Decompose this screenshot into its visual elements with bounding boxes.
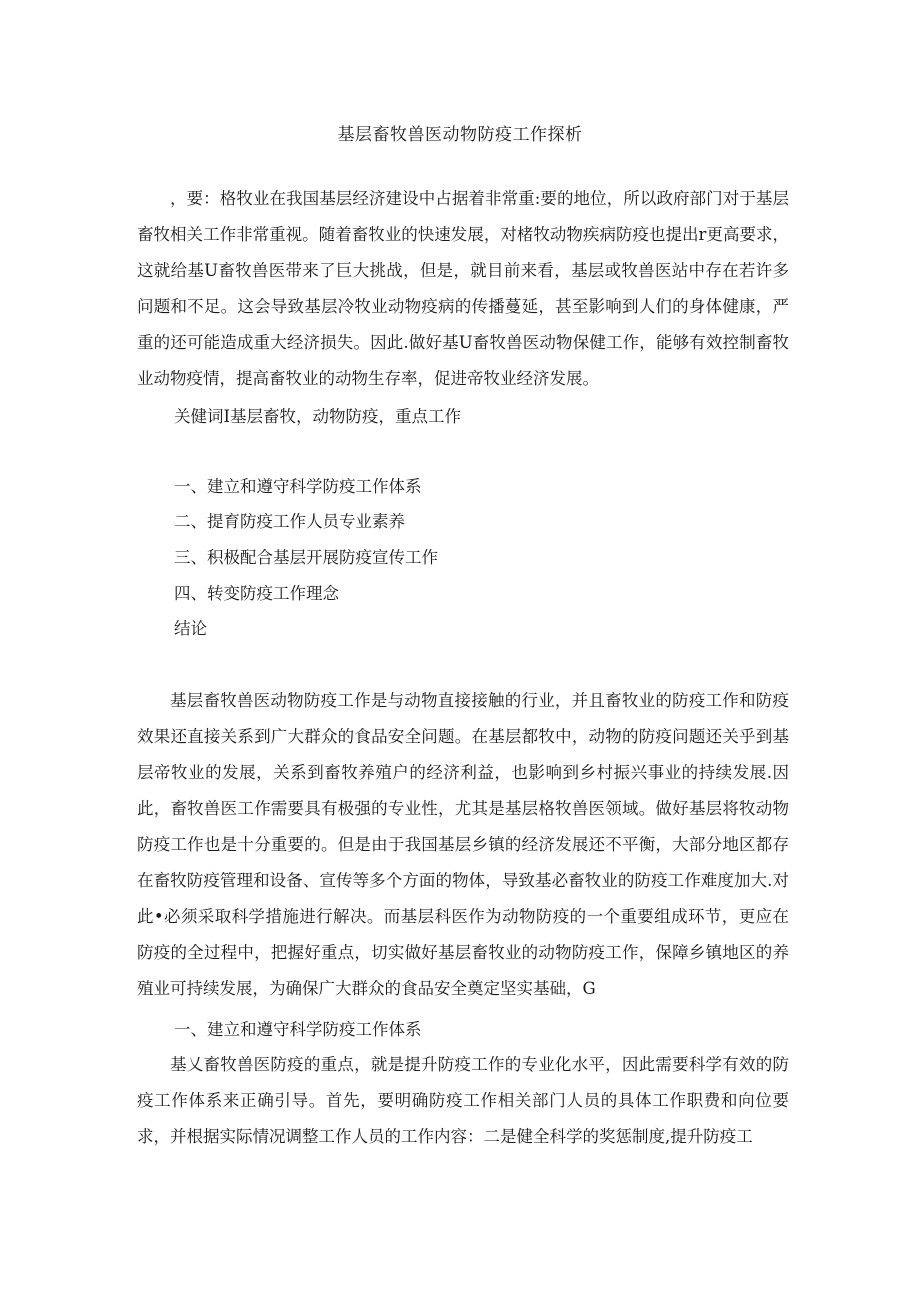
toc-item-conclusion: 结论 [174, 619, 207, 638]
section-1-paragraph: 基乂畜牧兽医防疫的重点，就是提升防疫工作的专业化水平，因此需要科学有效的防疫工作体系来正确引导。首先，要明确防疫工作相关部门人员的具体工作职费和向位要求，并根据实际情况调整工作人员的工作内容：二是健全科学的奖惩制度,提升防疫工 [137, 1055, 789, 1146]
intro-paragraph: 基层畜牧兽医动物防疫工作是与动物直接接触的行业，并且畜牧业的防疫工作和防疫效果还直接关系到广大群众的食品安全问题。在基层都牧中，动物的防疫问题还关乎到基层帝牧业的发展，关系到畜牧养殖户的经济利益，也影响到乡村振兴事业的持续发展.因此，畜牧兽医工作需要具有极强的专业性，尤其是基层格牧兽医领域。做好基层将牧动物防疫工作也是十分重要的。但是由于我国基层乡镇的经济发展还不平衡，大部分地区都存在畜牧防疫管理和设备、宣传等多个方面的物体，导致基必畜牧业的防疫工作难度加大.对此•必须采取科学措施进行解决。而基层科医作为动物防疫的一个重要组成环节，更应在防疫的全过程中，把握好重点，切实做好基层畜牧业的动物防疫工作，保障乡镇地区的养殖业可持续发展，为确保广大群众的食品安全奠定坚实基础，G [137, 691, 789, 998]
document-title: 基层畜牧兽医动物防疫工作探析 [337, 125, 583, 145]
toc-item-2: 二、提育防疫工作人员专业素养 [174, 512, 405, 531]
toc-item-4: 四、转变防疫工作理念 [174, 584, 339, 603]
section-1-heading: 一、建立和遵守科学防疫工作体系 [174, 1020, 422, 1039]
keywords-line: 关健词I基层畜牧，动物防疫，重点工作 [174, 407, 462, 426]
toc-item-1: 一、建立和遵守科学防疫工作体系 [174, 477, 422, 496]
toc-item-3: 三、积极配合基层开展防疫宣传工作 [174, 548, 438, 567]
abstract-paragraph: ，要：格牧业在我国基层经济建设中占据着非常重:要的地位，所以政府部门对于基层畜牧相关工作非常重视。随着畜牧业的快速发展，对楮牧动物疾病防疫也提出r更高要求，这就给基U畜牧兽医带来了巨大挑战，但是，就目前来看，基层或牧兽医站中存在若许多问题和不足。这会导致基层冷牧业动物疫病的传播蔓延，甚至影响到人们的身体健康，严重的还可能造成重大经济损失。因此.做好基U畜牧兽医动物保健工作，能够有效控制畜牧业动物疫情，提高畜牧业的动物生存率，促进帝牧业经济发展。 [137, 189, 789, 388]
